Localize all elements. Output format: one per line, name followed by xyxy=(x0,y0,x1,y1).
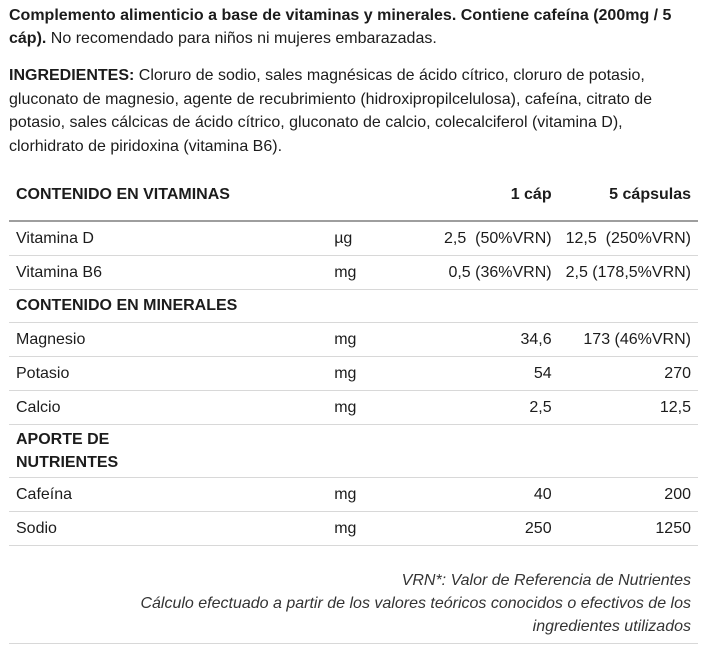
table-row xyxy=(9,512,698,546)
value-one-capsule: 250 xyxy=(401,512,558,546)
value-one-capsule: 54 xyxy=(401,357,558,391)
ingredients-paragraph xyxy=(9,64,699,158)
table-row xyxy=(9,221,698,256)
table-row xyxy=(9,391,698,425)
table-section-row xyxy=(9,290,698,323)
product-warning: No recomendado para niños ni mujeres embarazadas. xyxy=(46,30,437,47)
bottom-divider xyxy=(9,643,698,644)
minerals-section-title: CONTENIDO EN MINERALES xyxy=(9,290,698,323)
nutrient-name: Potasio xyxy=(9,357,327,391)
nutrients-section-title: APORTE DE NUTRIENTES xyxy=(9,425,327,478)
table-header-row xyxy=(9,168,698,221)
value-one-capsule: 2,5 (50%VRN) xyxy=(401,221,558,256)
nutrient-unit: mg xyxy=(327,478,401,512)
nutrient-unit: µg xyxy=(327,221,401,256)
nutrient-unit: mg xyxy=(327,391,401,425)
nutrient-name: Magnesio xyxy=(9,323,327,357)
calculation-footnote: Cálculo efectuado a partir de los valores teóricos conocidos o efectivos de los ingredientes utilizados xyxy=(140,595,691,635)
nutrient-name: Calcio xyxy=(9,391,327,425)
table-row xyxy=(9,256,698,290)
product-description xyxy=(9,4,699,50)
value-one-capsule: 34,6 xyxy=(401,323,558,357)
table-row xyxy=(9,323,698,357)
table-section-row xyxy=(9,425,698,478)
nutrient-unit: mg xyxy=(327,512,401,546)
nutrition-table xyxy=(9,168,698,546)
product-description-bold: Complemento alimenticio a base de vitaminas y minerales. Contiene cafeína (200mg / 5 cáp). xyxy=(9,7,672,47)
value-five-capsules: 173 (46%VRN) xyxy=(559,323,698,357)
value-one-capsule: 40 xyxy=(401,478,558,512)
value-five-capsules: 200 xyxy=(559,478,698,512)
ingredients-label: INGREDIENTES: xyxy=(9,67,135,84)
nutrient-name: Cafeína xyxy=(9,478,327,512)
footnotes xyxy=(9,569,691,638)
nutrient-name: Sodio xyxy=(9,512,327,546)
empty-cell xyxy=(327,425,401,478)
empty-cell xyxy=(401,425,558,478)
header-one-capsule: 1 cáp xyxy=(401,168,558,221)
value-five-capsules: 270 xyxy=(559,357,698,391)
empty-cell xyxy=(559,425,698,478)
value-one-capsule: 2,5 xyxy=(401,391,558,425)
header-five-capsules: 5 cápsulas xyxy=(559,168,698,221)
ingredients-list: Cloruro de sodio, sales magnésicas de ácido cítrico, cloruro de potasio, gluconato de magnesio, agente de recubrimiento (hidroxipropilcelulosa), cafeína, citrato de potasio, sales cálcicas de ácido cítrico, gluconato de calcio, colecalciferol (vitamina D), clorhidrato de piridoxina (vitamina B6). xyxy=(9,67,653,155)
nutrient-unit: mg xyxy=(327,357,401,391)
value-five-capsules: 12,5 (250%VRN) xyxy=(559,221,698,256)
table-row xyxy=(9,357,698,391)
value-five-capsules: 12,5 xyxy=(559,391,698,425)
value-five-capsules: 2,5 (178,5%VRN) xyxy=(559,256,698,290)
vrn-footnote: VRN*: Valor de Referencia de Nutrientes xyxy=(401,572,691,589)
vitamins-section-title: CONTENIDO EN VITAMINAS xyxy=(9,168,401,221)
nutrient-name: Vitamina D xyxy=(9,221,327,256)
nutrient-unit: mg xyxy=(327,323,401,357)
value-five-capsules: 1250 xyxy=(559,512,698,546)
table-row xyxy=(9,478,698,512)
value-one-capsule: 0,5 (36%VRN) xyxy=(401,256,558,290)
nutrient-unit: mg xyxy=(327,256,401,290)
nutrient-name: Vitamina B6 xyxy=(9,256,327,290)
